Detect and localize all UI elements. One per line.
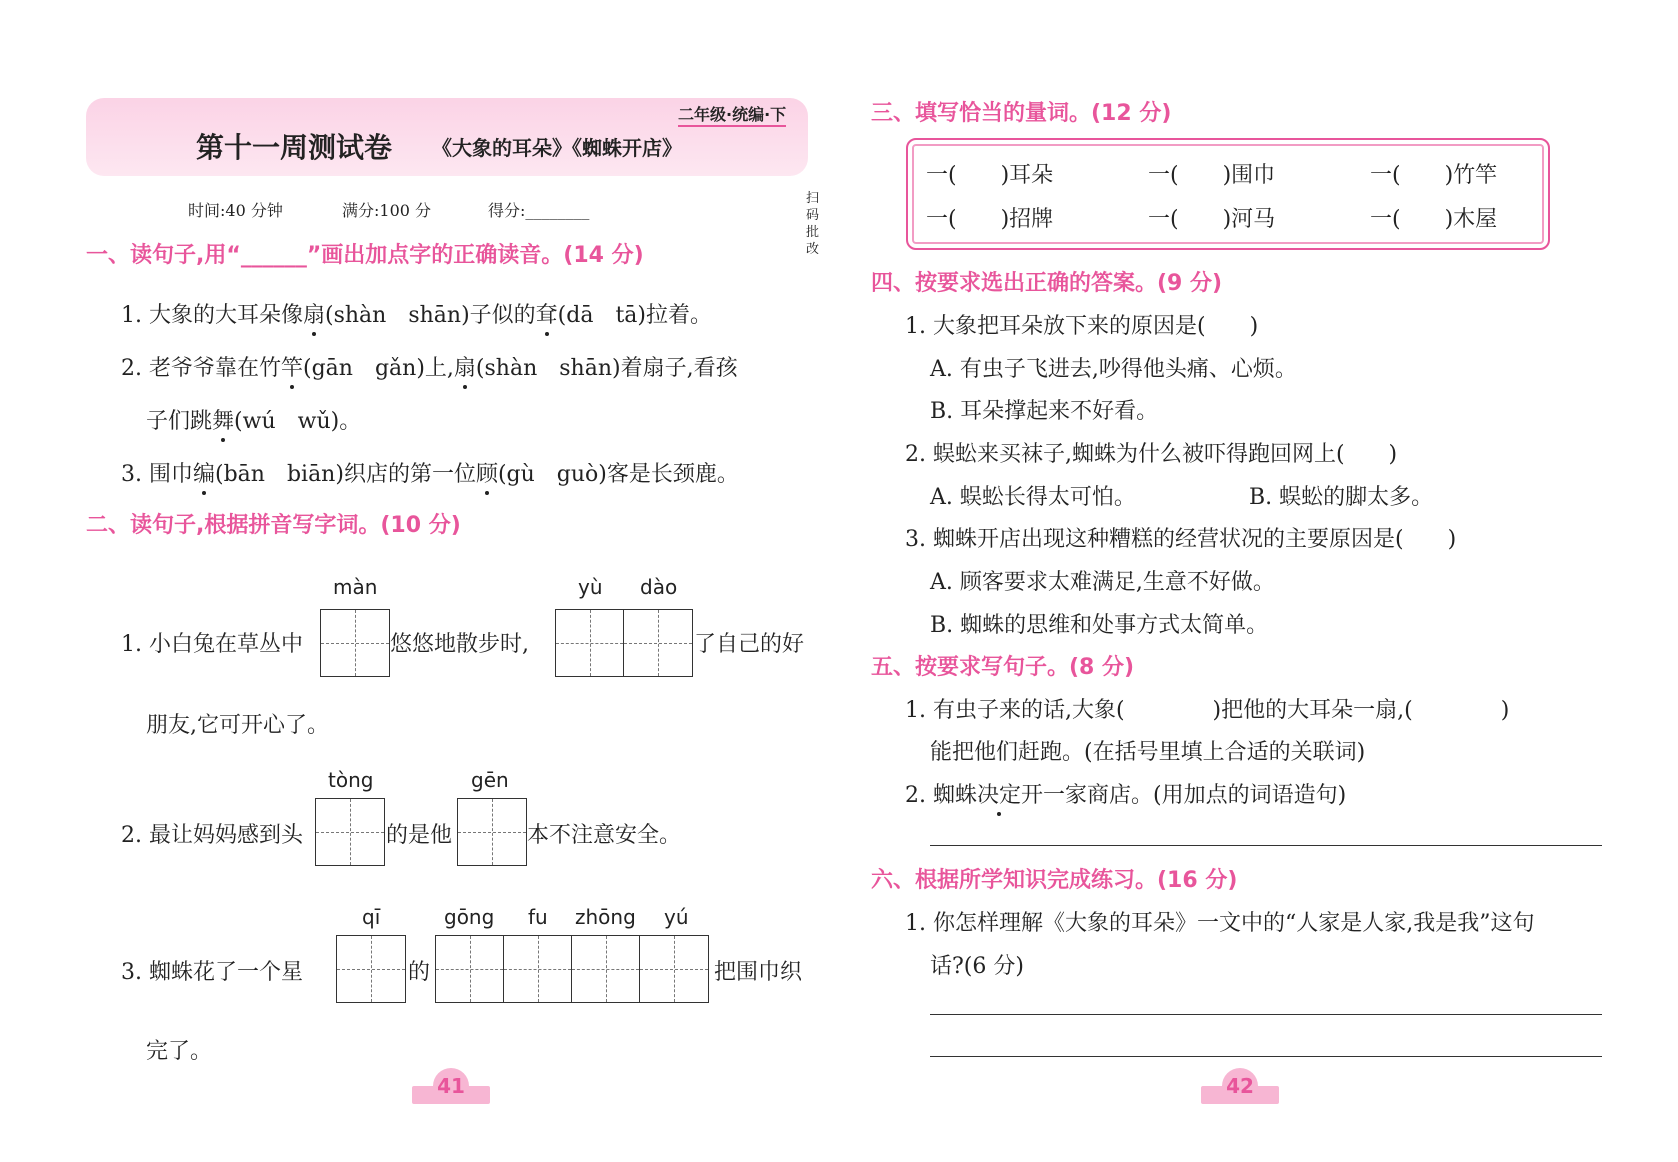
section4-heading: 四、按要求选出正确的答案。(9 分) <box>871 271 1223 296</box>
writing-grid[interactable] <box>457 798 527 866</box>
section6-heading: 六、根据所学知识完成练习。(16 分) <box>871 868 1238 893</box>
s2-q3-before: 3. 蜘蛛花了一个星 <box>121 960 303 985</box>
page-number: 42 <box>1222 1068 1258 1104</box>
pinyin: gēn <box>471 768 509 792</box>
section5-heading: 五、按要求写句子。(8 分) <box>871 655 1135 680</box>
page-number: 41 <box>433 1068 469 1104</box>
pinyin: dào <box>640 575 678 599</box>
s2-q1-middle: 悠悠地散步时, <box>390 632 529 657</box>
page-number-badge <box>1201 1074 1279 1104</box>
s1-q2: 2. 老爷爷靠在竹竿(gān gǎn)上,扇(shàn shān)着扇子,看孩 <box>121 356 738 381</box>
writing-grid[interactable] <box>320 609 390 677</box>
s2-q2-middle: 的是他 <box>386 823 453 848</box>
pinyin: zhōng <box>575 905 636 929</box>
scan-label[interactable]: 扫码批改 <box>806 191 820 257</box>
page-title: 第十一周测试卷 <box>196 131 393 164</box>
s4-option[interactable]: B. 蜈蚣的脚太多。 <box>1249 485 1434 510</box>
s1-q3: 3. 围巾编(bān biān)织店的第一位顾(gù guò)客是长颈鹿。 <box>121 462 739 487</box>
s5-q2: 2. 蜘蛛决定开一家商店。(用加点的词语造句) <box>905 783 1347 808</box>
section1-heading: 一、读句子,用“______”画出加点字的正确读音。(14 分) <box>86 243 644 268</box>
measure-item[interactable]: 一( )围巾 <box>1148 163 1276 188</box>
s4-option[interactable]: A. 顾客要求太难满足,生意不好做。 <box>930 570 1275 595</box>
s4-option[interactable]: B. 蜘蛛的思维和处事方式太简单。 <box>930 613 1269 638</box>
writing-grid[interactable] <box>315 798 385 866</box>
pinyin: fu <box>528 905 548 929</box>
s4-q2: 2. 蜈蚣来买袜子,蜘蛛为什么被吓得跑回网上( ) <box>905 442 1398 467</box>
pinyin: qī <box>362 905 381 929</box>
pinyin: yù <box>578 575 603 599</box>
s2-q1-after: 了自己的好 <box>694 632 805 657</box>
pinyin: màn <box>333 575 378 599</box>
measure-item[interactable]: 一( )木屋 <box>1370 207 1498 232</box>
s2-q3-after: 把围巾织 <box>714 960 803 985</box>
section3-heading: 三、填写恰当的量词。(12 分) <box>871 101 1172 126</box>
writing-grid[interactable] <box>435 935 709 1003</box>
s4-option[interactable]: A. 有虫子飞进去,吵得他头痛、心烦。 <box>930 357 1297 382</box>
s4-q3: 3. 蜘蛛开店出现这种糟糕的经营状况的主要原因是( ) <box>905 527 1457 552</box>
s4-option[interactable]: B. 耳朵撑起来不好看。 <box>930 399 1159 424</box>
s2-q3-cont: 完了。 <box>146 1039 213 1064</box>
answer-line[interactable] <box>930 845 1602 846</box>
writing-grid[interactable] <box>555 609 693 677</box>
s1-q2-cont: 子们跳舞(wú wǔ)。 <box>146 409 362 434</box>
measure-item[interactable]: 一( )招牌 <box>926 207 1054 232</box>
s2-q2-before: 2. 最让妈妈感到头 <box>121 823 303 848</box>
s2-q1-before: 1. 小白兔在草丛中 <box>121 632 303 657</box>
page-subtitle: 《大象的耳朵》《蜘蛛开店》 <box>432 136 682 160</box>
s2-q2-after: 本不注意安全。 <box>527 823 682 848</box>
s2-q3-middle: 的 <box>408 960 431 985</box>
time-label: 时间:40 分钟 <box>188 201 283 220</box>
measure-item[interactable]: 一( )耳朵 <box>926 163 1054 188</box>
measure-item[interactable]: 一( )河马 <box>1148 207 1276 232</box>
s5-q1-cont: 能把他们赶跑。(在括号里填上合适的关联词) <box>930 740 1366 765</box>
measure-word-box <box>906 138 1550 250</box>
score-field[interactable]: 得分:________ <box>488 201 590 220</box>
s6-q1: 1. 你怎样理解《大象的耳朵》一文中的“人家是人家,我是我”这句 <box>905 911 1535 936</box>
s1-q1: 1. 大象的大耳朵像扇(shàn shān)子似的耷(dā tā)拉着。 <box>121 303 712 328</box>
full-score-label: 满分:100 分 <box>342 201 432 220</box>
s2-q1-cont: 朋友,它可开心了。 <box>146 713 329 738</box>
s4-option[interactable]: A. 蜈蚣长得太可怕。 <box>930 485 1136 510</box>
grade-tag: 二年级·统编·下 <box>678 102 786 127</box>
answer-line[interactable] <box>930 1014 1602 1015</box>
answer-line[interactable] <box>930 1056 1602 1057</box>
page-number-badge <box>412 1074 490 1104</box>
measure-item[interactable]: 一( )竹竿 <box>1370 163 1498 188</box>
writing-grid[interactable] <box>336 935 406 1003</box>
s4-q1: 1. 大象把耳朵放下来的原因是( ) <box>905 314 1259 339</box>
pinyin: tòng <box>328 768 374 792</box>
s6-q1-cont: 话?(6 分) <box>930 954 1024 979</box>
section2-heading: 二、读句子,根据拼音写字词。(10 分) <box>86 513 461 538</box>
pinyin: gōng <box>444 905 495 929</box>
pinyin: yú <box>664 905 689 929</box>
s5-q1: 1. 有虫子来的话,大象( )把他的大耳朵一扇,( ) <box>905 698 1510 723</box>
